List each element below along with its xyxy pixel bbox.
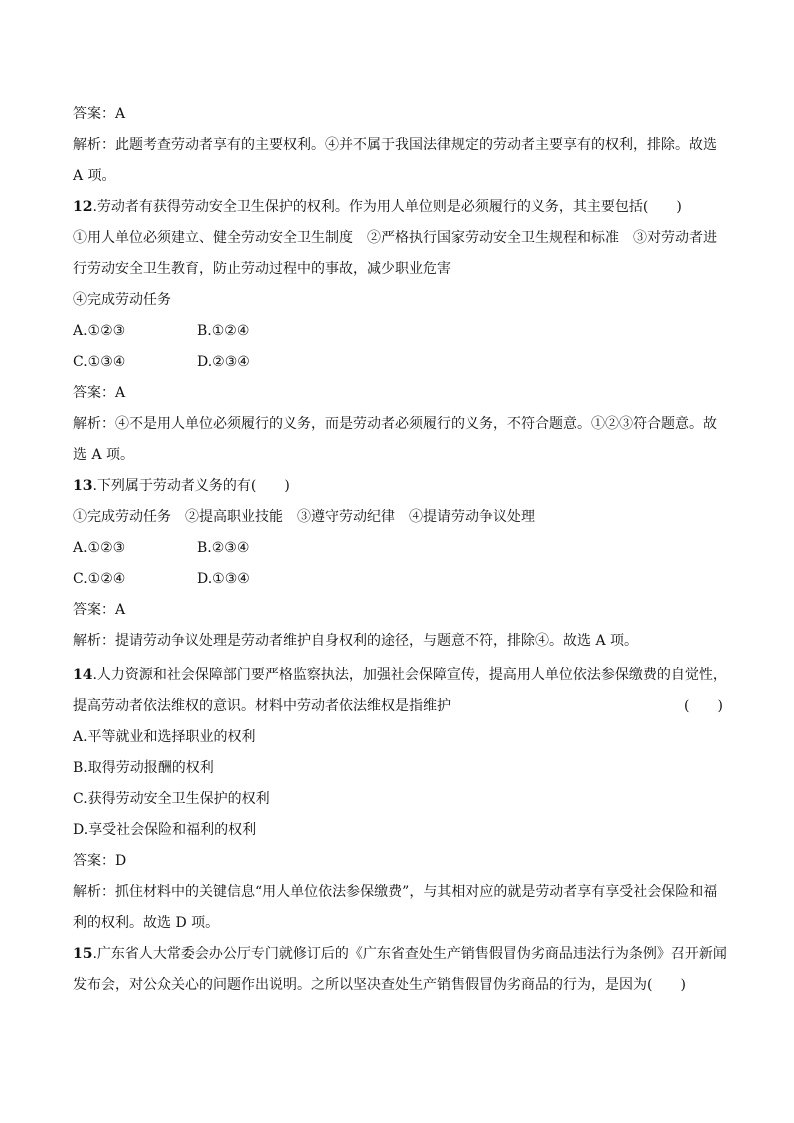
answer-14: 答案：D bbox=[73, 853, 127, 869]
question-14-stem-line-1 bbox=[73, 666, 727, 684]
answer-12: 答案：A bbox=[73, 385, 126, 401]
question-12-choice-line-2: 行劳动安全卫生教育，防止劳动过程中的事故，减少职业危害 bbox=[73, 261, 451, 277]
question-12-choice-line-1: ①用人单位必须建立、健全劳动安全卫生制度 ②严格执行国家劳动安全卫生规程和标准 ③对劳动者进 bbox=[73, 230, 717, 246]
question-13-number: 13 bbox=[73, 478, 93, 494]
question-12-option-a: A.①②③ bbox=[73, 323, 126, 339]
question-15-number: 15 bbox=[73, 946, 93, 962]
question-13-text: .下列属于劳动者义务的有( ) bbox=[92, 478, 290, 494]
question-14-option-c: C.获得劳动安全卫生保护的权利 bbox=[73, 791, 270, 807]
question-12-choice-line-3: ④完成劳动任务 bbox=[73, 292, 171, 308]
question-14-answer-blank: ( ) bbox=[684, 698, 723, 714]
question-13-stem bbox=[73, 477, 290, 495]
question-15-text: .广东省人大常委会办公厅专门就修订后的《广东省查处生产销售假冒伪劣商品违法行为条例》召开新闻 bbox=[92, 946, 727, 962]
question-15-stem-line-1 bbox=[73, 945, 727, 963]
answer-11: 答案：A bbox=[73, 106, 126, 122]
question-12-text: .劳动者有获得劳动安全卫生保护的权利。作为用人单位则是必须履行的义务，其主要包括( ) bbox=[92, 199, 682, 215]
question-14-stem-line-2: 提高劳动者依法维权的意识。材料中劳动者依法维权是指维护 bbox=[73, 698, 451, 714]
question-12-option-c: C.①③④ bbox=[73, 354, 126, 370]
question-12-stem bbox=[73, 198, 682, 216]
question-14-number: 14 bbox=[73, 667, 93, 683]
analysis-14-line-1: 解析：抓住材料中的关键信息“用人单位依法参保缴费”，与其相对应的就是劳动者享有享受社会保险和福 bbox=[73, 884, 718, 900]
question-13-option-a: A.①②③ bbox=[73, 540, 126, 556]
question-15-stem-line-2: 发布会，对公众关心的问题作出说明。之所以坚决查处生产销售假冒伪劣商品的行为，是因为( ) bbox=[73, 977, 686, 993]
question-13-option-b: B.②③④ bbox=[197, 540, 250, 556]
question-14-option-d: D.享受社会保险和福利的权利 bbox=[73, 822, 257, 838]
question-14-text: .人力资源和社会保障部门要严格监察执法，加强社会保障宣传，提高用人单位依法参保缴费的自觉性， bbox=[92, 667, 727, 683]
question-13-option-c: C.①②④ bbox=[73, 571, 126, 587]
question-14-option-a: A.平等就业和选择职业的权利 bbox=[73, 729, 256, 745]
question-12-option-d: D.②③④ bbox=[197, 354, 250, 370]
question-12-number: 12 bbox=[73, 199, 93, 215]
question-12-option-b: B.①②④ bbox=[197, 323, 250, 339]
question-13-option-d: D.①③④ bbox=[197, 571, 250, 587]
question-13-choices: ①完成劳动任务 ②提高职业技能 ③遵守劳动纪律 ④提请劳动争议处理 bbox=[73, 509, 535, 525]
analysis-13-line-1: 解析：提请劳动争议处理是劳动者维护自身权利的途径，与题意不符，排除④。故选 A 项。 bbox=[73, 633, 639, 649]
analysis-12-line-2: 选 A 项。 bbox=[73, 447, 135, 463]
analysis-14-line-2: 利的权利。故选 D 项。 bbox=[73, 915, 220, 931]
question-14-option-b: B.取得劳动报酬的权利 bbox=[73, 760, 214, 776]
analysis-11-line-1: 解析：此题考查劳动者享有的主要权利。④并不属于我国法律规定的劳动者主要享有的权利，排除。故选 bbox=[73, 137, 717, 153]
analysis-11-line-2: A 项。 bbox=[73, 168, 116, 184]
answer-13: 答案：A bbox=[73, 602, 126, 618]
analysis-12-line-1: 解析：④不是用人单位必须履行的义务，而是劳动者必须履行的义务，不符合题意。①②③符合题意。故 bbox=[73, 416, 717, 432]
